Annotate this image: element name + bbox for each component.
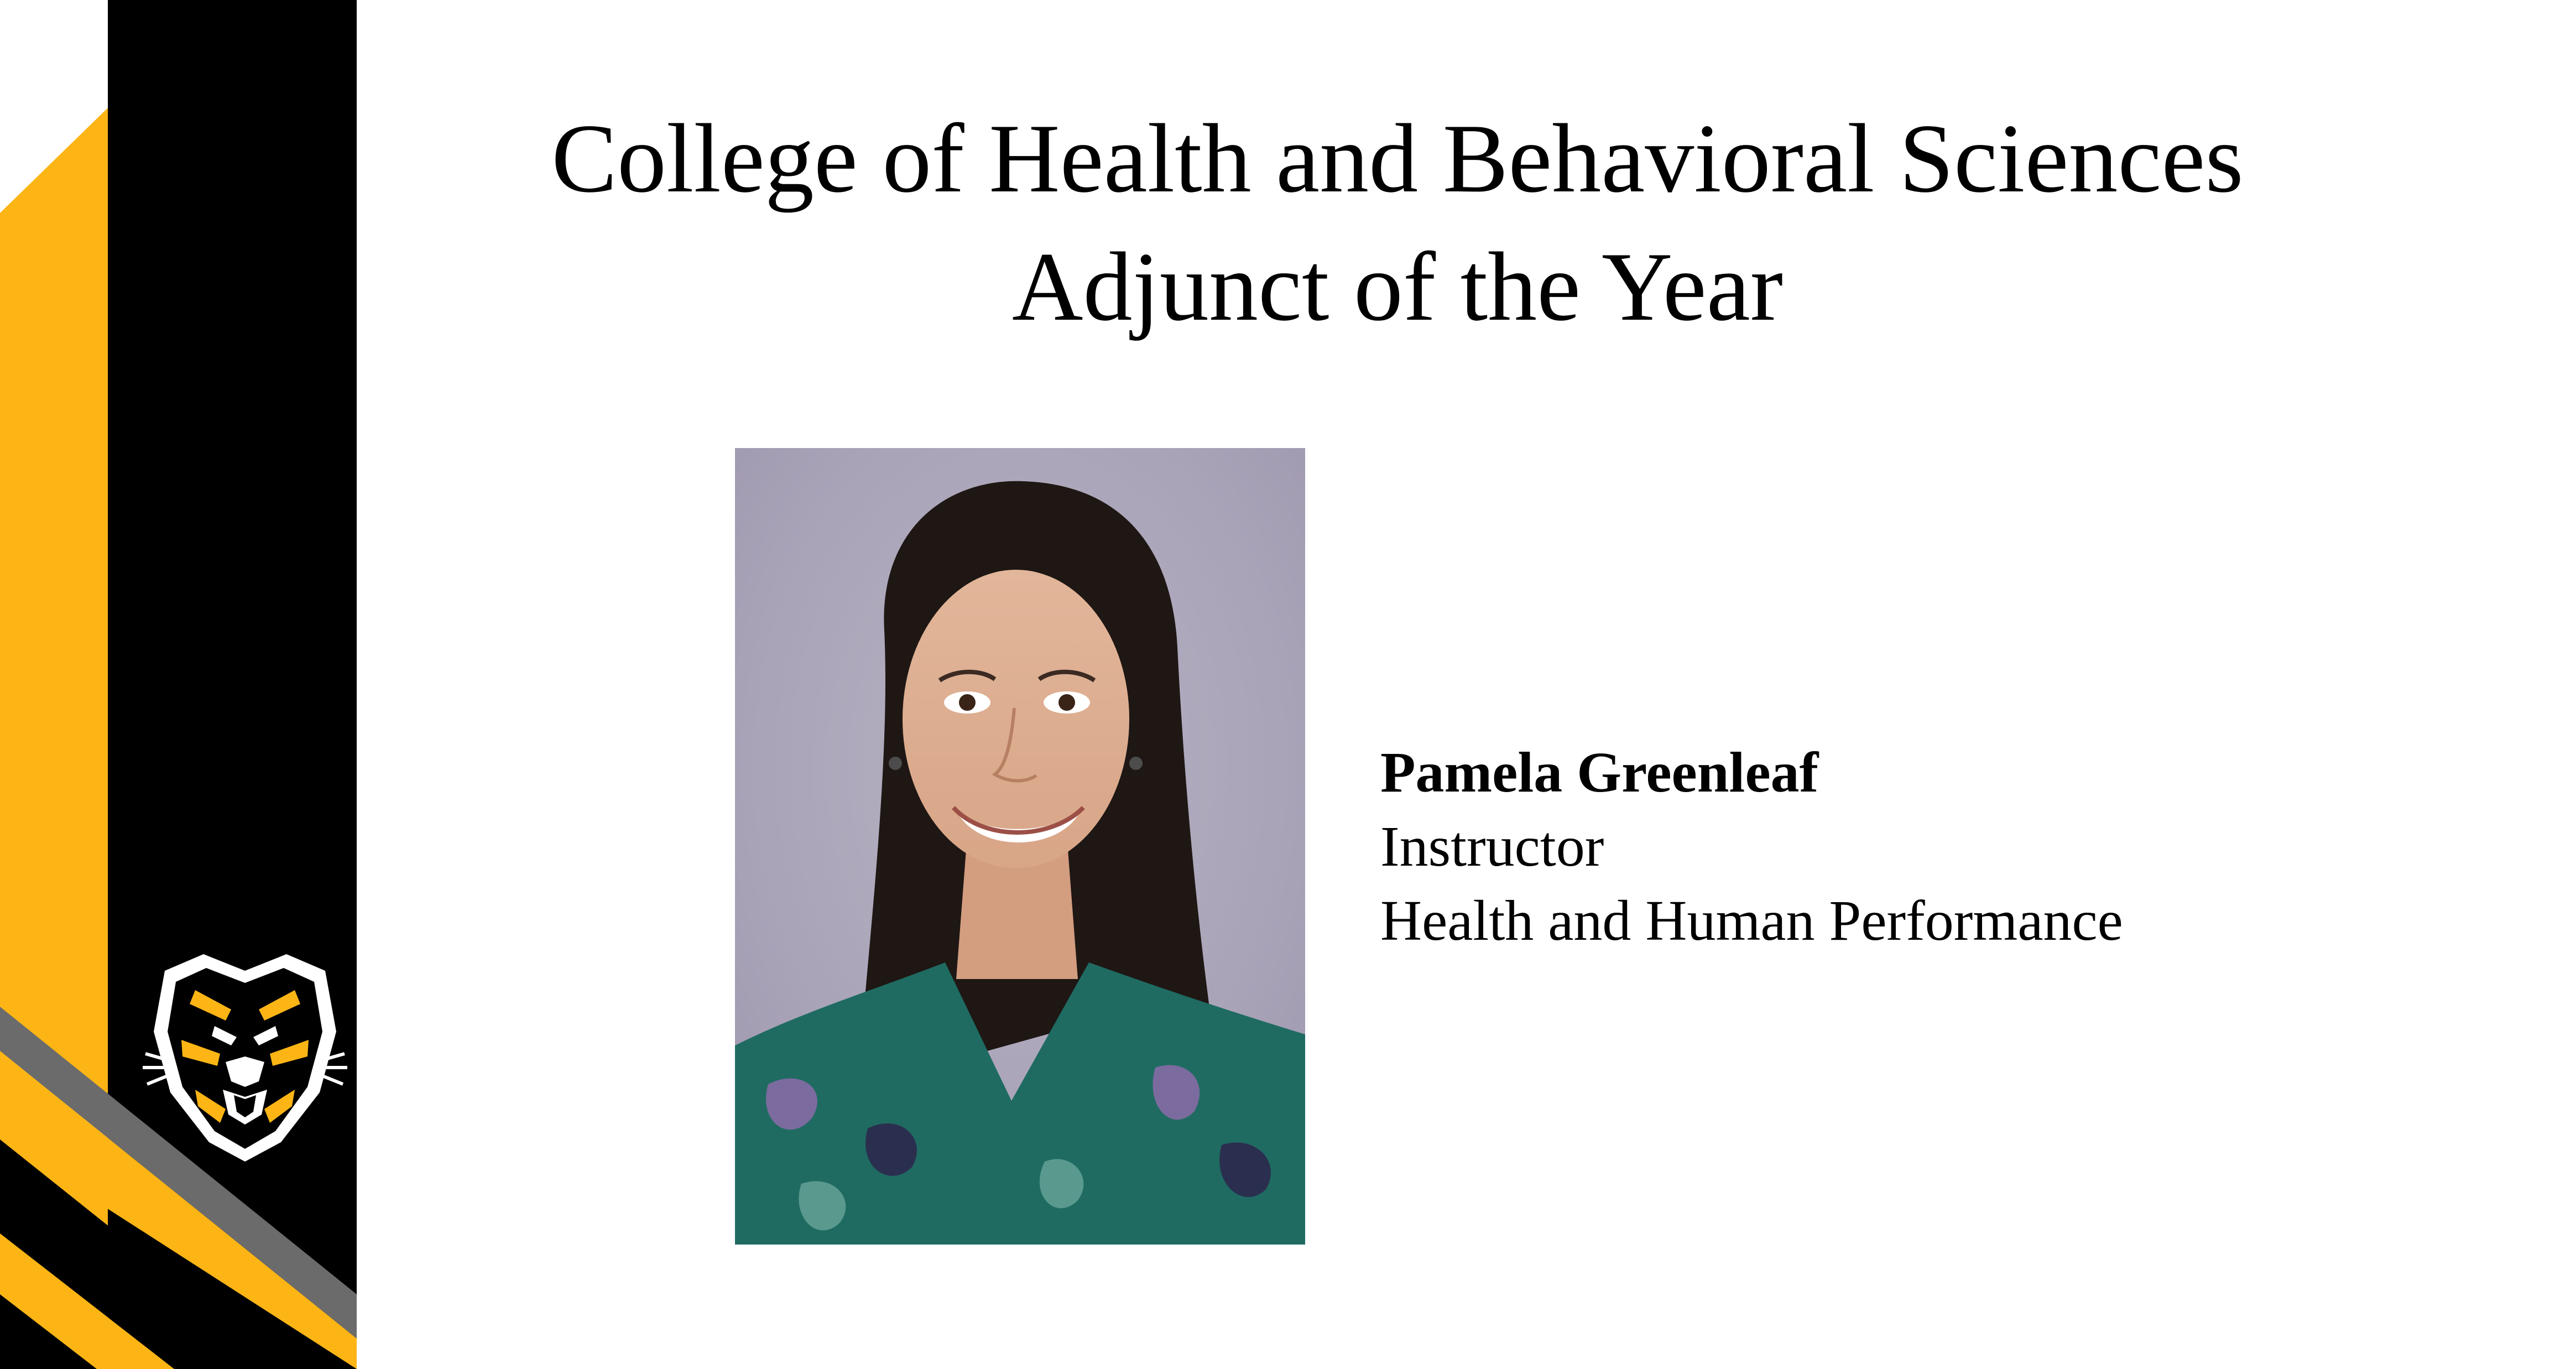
honoree-portrait — [735, 448, 1305, 1245]
tiger-head-logo-icon — [143, 949, 347, 1164]
honoree-position: Instructor — [1380, 815, 1604, 878]
title-line-2: Adjunct of the Year — [1011, 232, 1784, 341]
honoree-info — [1380, 736, 2123, 958]
honoree-name: Pamela Greenleaf — [1380, 741, 1819, 804]
honoree-department: Health and Human Performance — [1380, 889, 2123, 952]
title-line-1: College of Health and Behavioral Sciences — [551, 103, 2244, 213]
page-title — [357, 94, 2438, 351]
